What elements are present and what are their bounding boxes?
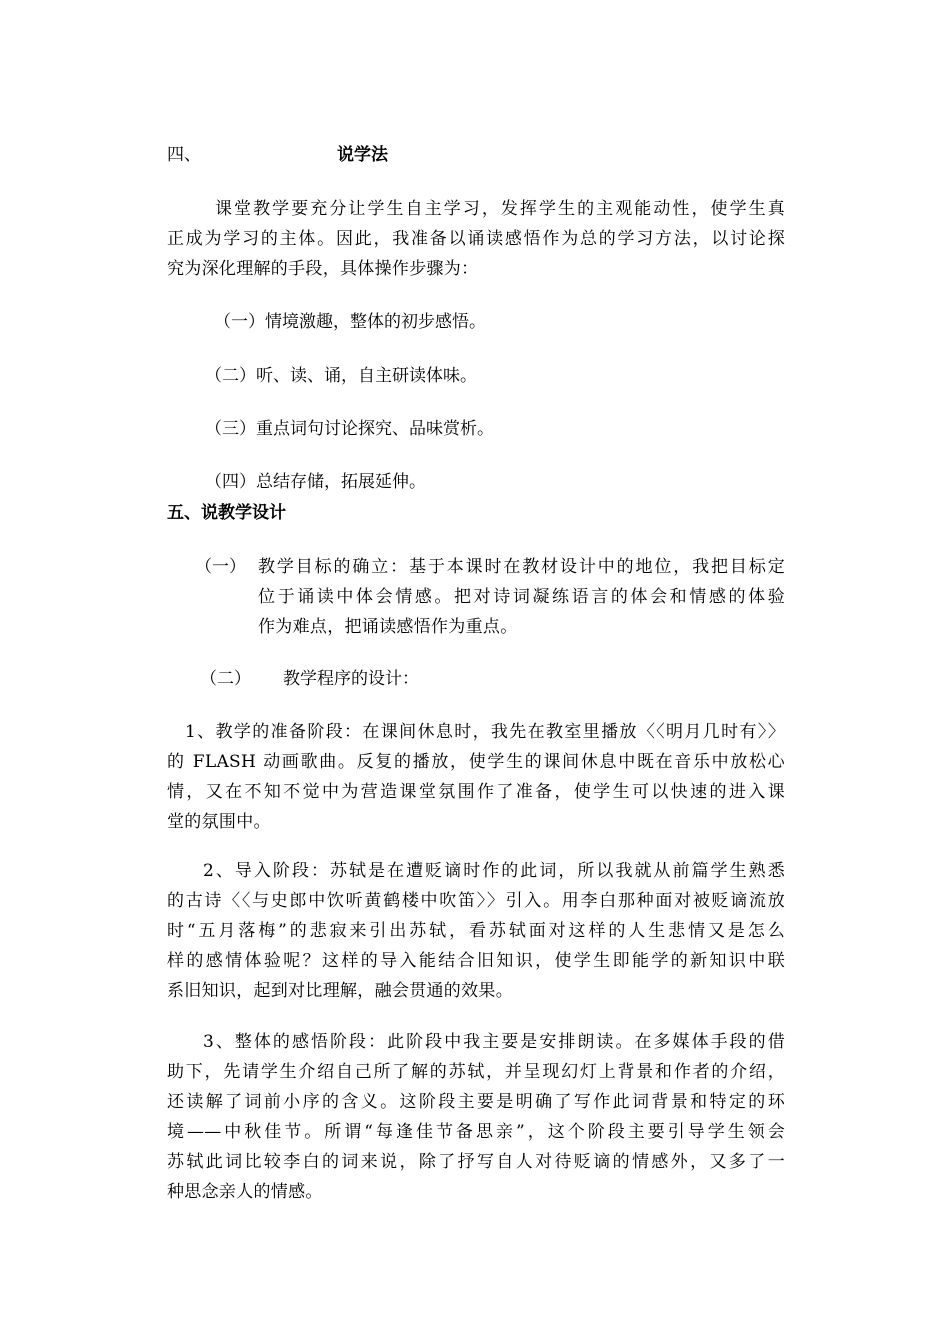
paragraph-line: 系旧知识，起到对比理解，融会贯通的效果。 [167, 981, 513, 1001]
paragraph-line: 还读解了词前小序的含义。这阶段主要是明确了写作此词背景和特定的环 [167, 1092, 785, 1112]
step-4: （四）总结存储，拓展延伸。 [205, 472, 426, 492]
paragraph-line: 1、教学的准备阶段：在课间休息时，我先在教室里播放〈〈明月几时有〉〉 [185, 722, 785, 742]
intro-line: 究为深化理解的手段，具体操作步骤为： [167, 259, 479, 279]
step-1: （一）情境激趣，整体的初步感悟。 [214, 312, 486, 332]
paragraph-line: 堂的氛围中。 [167, 812, 271, 832]
section-5-title: 五、说教学设计 [167, 503, 286, 523]
section-4-intro [167, 194, 785, 284]
paragraph-line: 样的感情体验呢？这样的导入能结合旧知识，使学生即能学的新知识中联 [167, 951, 785, 971]
paragraph-line: 种思念亲人的情感。 [167, 1182, 323, 1202]
paragraph-1 [167, 717, 785, 837]
intro-line: 课堂教学要充分让学生自主学习，发挥学生的主观能动性，使学生真 [215, 199, 785, 219]
item-1-marker: （一） [195, 557, 246, 577]
paragraph-line: 时“五月落梅”的悲寂来引出苏轼，看苏轼面对这样的人生悲情又是怎么 [167, 921, 785, 941]
paragraph-line: 的古诗〈〈与史郎中饮听黄鹤楼中吹笛〉〉引入。用李白那种面对被贬谪流放 [167, 891, 785, 911]
step-2: （二）听、读、诵，自主研读体味。 [205, 366, 477, 386]
item-1-text [258, 552, 785, 642]
item-2-marker: （二） [200, 669, 251, 689]
paragraph-line: 的 FLASH 动画歌曲。反复的播放，使学生的课间休息中既在音乐中放松心 [167, 752, 785, 772]
paragraph-line: 苏轼此词比较李白的词来说，除了抒写自人对待贬谪的情感外，又多了一 [167, 1152, 785, 1172]
paragraph-line: 情，又在不知不觉中为营造课堂氛围作了准备，使学生可以快速的进入课 [167, 782, 785, 802]
step-3: （三）重点词句讨论探究、品味赏析。 [205, 419, 494, 439]
section-4-title: 说学法 [337, 145, 388, 165]
item-1-line: 作为难点，把诵读感悟作为重点。 [258, 617, 518, 637]
paragraph-line: 3、整体的感悟阶段：此阶段中我主要是安排朗读。在多媒体手段的借 [203, 1032, 785, 1052]
paragraph-line: 助下，先请学生介绍自己所了解的苏轼，并呈现幻灯上背景和作者的介绍， [167, 1062, 785, 1082]
item-1-line: 位于诵读中体会情感。把对诗词凝练语言的体会和情感的体验 [258, 587, 785, 607]
item-1-line: 教学目标的确立：基于本课时在教材设计中的地位，我把目标定 [258, 557, 785, 577]
paragraph-line: 2、导入阶段：苏轼是在遭贬谪时作的此词，所以我就从前篇学生熟悉 [203, 861, 785, 881]
paragraph-line: 境——中秋佳节。所谓“每逢佳节备思亲”，这个阶段主要引导学生领会 [167, 1122, 785, 1142]
paragraph-2 [167, 856, 785, 1006]
intro-line: 正成为学习的主体。因此，我准备以诵读感悟作为总的学习方法，以讨论探 [167, 229, 785, 249]
section-4-number: 四、 [167, 145, 201, 165]
paragraph-3 [167, 1027, 785, 1207]
item-2-text: 教学程序的设计： [283, 669, 419, 689]
